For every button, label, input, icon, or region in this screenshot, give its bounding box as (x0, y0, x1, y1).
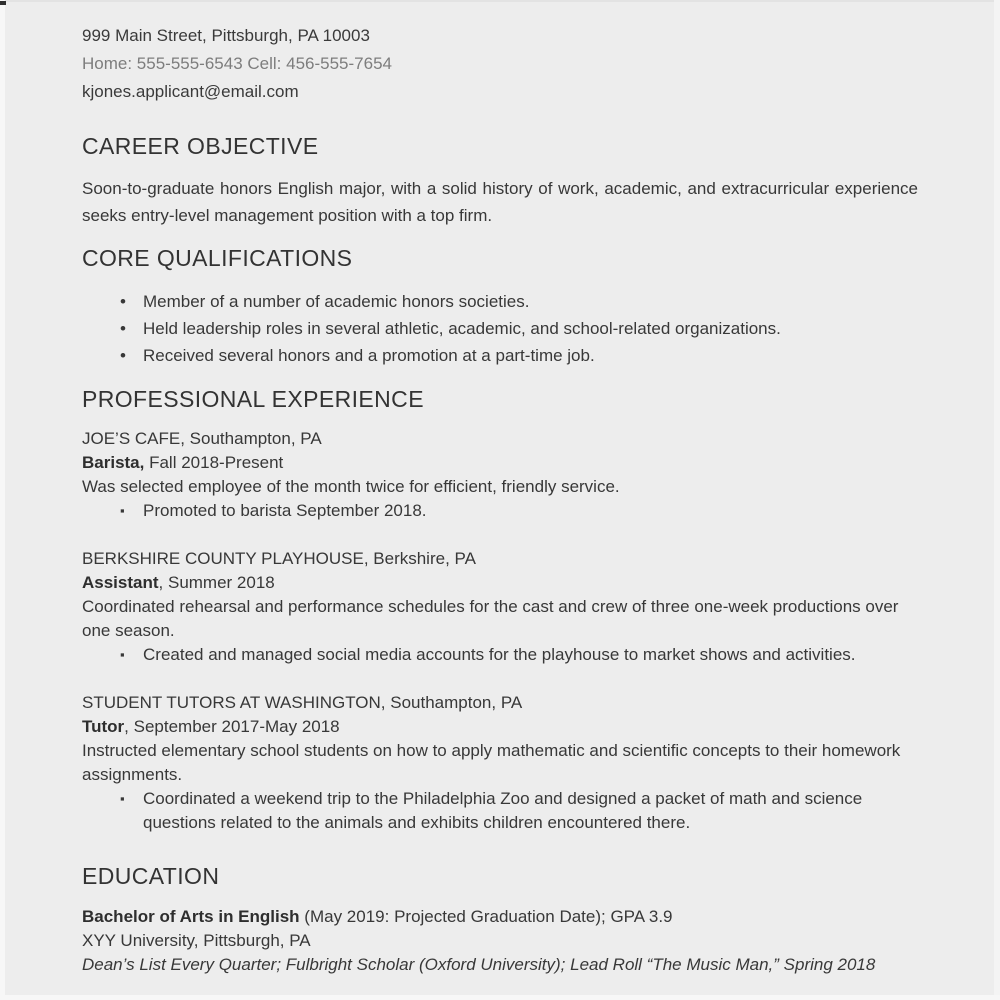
job-title: Tutor (82, 717, 125, 736)
education-degree-detail: (May 2019: Projected Graduation Date); GPA 3.9 (299, 907, 673, 926)
qualification-text: Member of a number of academic honors societies. (143, 292, 530, 311)
contact-email: kjones.applicant@email.com (82, 82, 299, 101)
job-title-line (82, 715, 918, 739)
job-bullet (82, 499, 918, 523)
education-school: XYY University, Pittsburgh, PA (82, 931, 311, 950)
scan-edge-right (994, 0, 1000, 1000)
scan-edge-bottom (0, 995, 1000, 1000)
scan-edge-left (0, 0, 5, 1000)
job-entry (82, 691, 918, 835)
round-bullet-icon: • (120, 319, 126, 338)
job-bullet-text: Created and managed social media accounts for the playhouse to market shows and activities. (143, 645, 856, 664)
education-degree: Bachelor of Arts in English (82, 907, 300, 926)
job-title-line (82, 571, 918, 595)
core-qualifications-heading: CORE QUALIFICATIONS (82, 245, 353, 271)
professional-experience-heading: PROFESSIONAL EXPERIENCE (82, 386, 424, 412)
qualification-text: Held leadership roles in several athletic, academic, and school-related organizations. (143, 319, 781, 338)
scan-edge-top (0, 0, 1000, 2)
job-title: Barista, (82, 453, 145, 472)
job-company: BERKSHIRE COUNTY PLAYHOUSE, Berkshire, PA (82, 549, 476, 568)
job-dates: Fall 2018-Present (144, 453, 284, 472)
job-company: STUDENT TUTORS AT WASHINGTON, Southampton, PA (82, 693, 523, 712)
job-summary: Was selected employee of the month twice for efficient, friendly service. (82, 477, 620, 496)
job-bullet-text: Promoted to barista September 2018. (143, 501, 427, 520)
job-dates: , September 2017-May 2018 (124, 717, 340, 736)
job-bullet (82, 787, 918, 835)
qualification-item (82, 342, 918, 369)
job-company: JOE’S CAFE, Southampton, PA (82, 429, 322, 448)
scan-artifact-speck (0, 1, 6, 5)
education-block (82, 905, 918, 977)
job-bullet (82, 643, 918, 667)
square-bullet-icon: ▪ (120, 647, 125, 662)
qualification-item (82, 315, 918, 342)
core-qualifications-list (82, 288, 918, 369)
contact-address: 999 Main Street, Pittsburgh, PA 10003 (82, 26, 370, 45)
job-summary: Instructed elementary school students on how to apply mathematic and scientific concepts to their homework assignments. (82, 741, 901, 784)
job-summary: Coordinated rehearsal and performance schedules for the cast and crew of three one-week productions over one season. (82, 597, 899, 640)
job-dates: , Summer 2018 (158, 573, 275, 592)
contact-block (82, 22, 918, 106)
square-bullet-icon: ▪ (120, 503, 125, 518)
education-heading: EDUCATION (82, 863, 220, 889)
job-title-line (82, 451, 918, 475)
job-entry (82, 547, 918, 667)
square-bullet-icon: ▪ (120, 791, 125, 806)
job-title: Assistant (82, 573, 159, 592)
job-bullet-text: Coordinated a weekend trip to the Philadelphia Zoo and designed a packet of math and science questions related to the animals and exhibits children encountered there. (143, 789, 863, 832)
career-objective-paragraph: Soon-to-graduate honors English major, with a solid history of work, academic, and extracurricular experience seeks entry-level management position with a top firm. (82, 179, 918, 225)
job-entry (82, 427, 918, 523)
education-honors: Dean’s List Every Quarter; Fulbright Scholar (Oxford University); Lead Roll “The Music Man,” Spring 2018 (82, 955, 876, 974)
round-bullet-icon: • (120, 346, 126, 365)
career-objective-heading: CAREER OBJECTIVE (82, 133, 319, 159)
contact-phones: Home: 555-555-6543 Cell: 456-555-7654 (82, 54, 392, 73)
education-degree-line (82, 905, 918, 929)
round-bullet-icon: • (120, 292, 126, 311)
qualification-item (82, 288, 918, 315)
qualification-text: Received several honors and a promotion at a part-time job. (143, 346, 595, 365)
